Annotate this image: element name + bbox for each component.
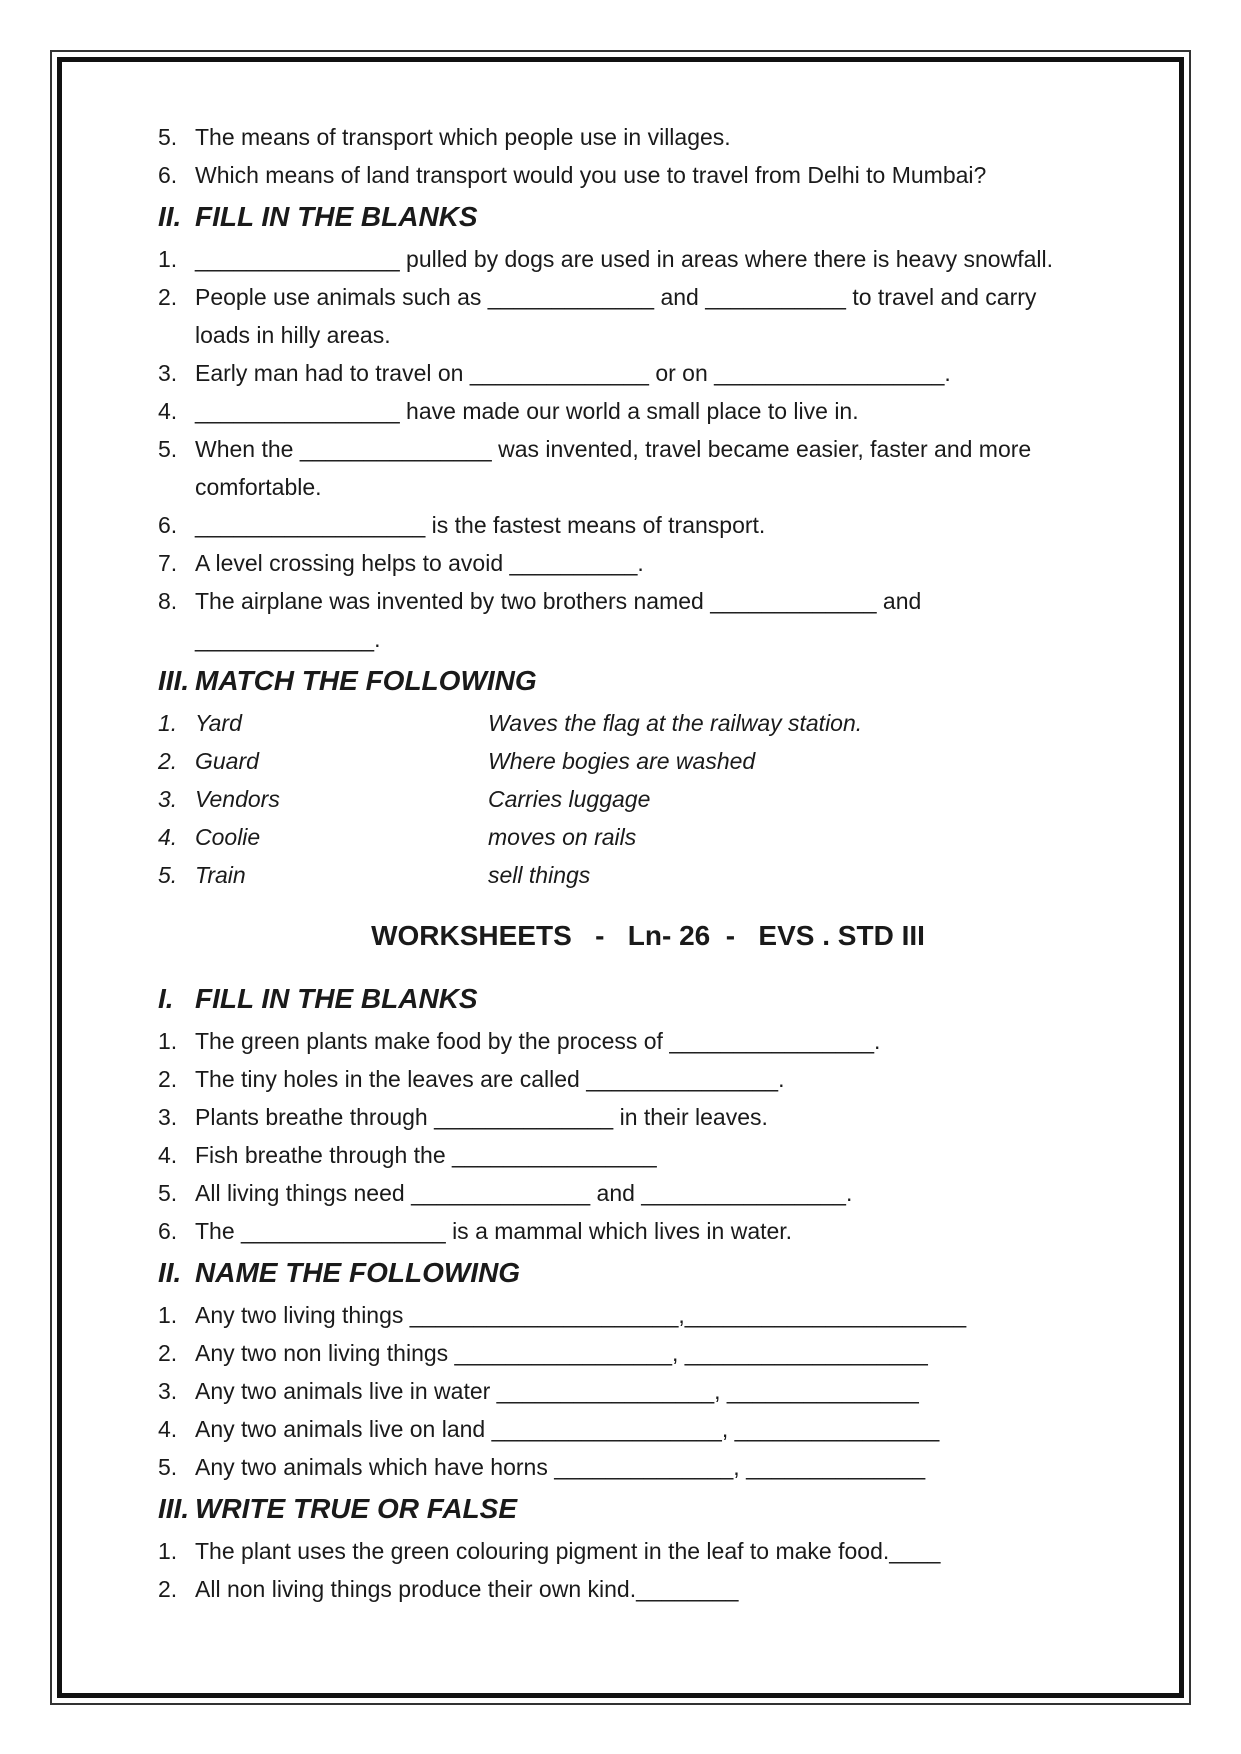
list-item: [158, 1410, 1138, 1448]
item-text: Which means of land transport would you use to travel from Delhi to Mumbai?: [195, 162, 987, 188]
item-text: All non living things produce their own kind.________: [195, 1576, 739, 1602]
item-text: Early man had to travel on ______________ or on __________________.: [195, 360, 951, 386]
question-item: [158, 156, 1138, 194]
item-text: The tiny holes in the leaves are called _______________.: [195, 1066, 785, 1092]
item-text: The means of transport which people use in villages.: [195, 124, 731, 150]
match-right: Where bogies are washed: [488, 748, 756, 774]
fill-blanks-list-1: [158, 240, 1138, 658]
item-text: Fish breathe through the ________________: [195, 1142, 657, 1168]
fill-blanks-list-2: [158, 1022, 1138, 1250]
item-text: The plant uses the green colouring pigment in the leaf to make food.____: [195, 1538, 941, 1564]
item-text: The ________________ is a mammal which lives in water.: [195, 1218, 793, 1244]
list-item: [158, 1532, 1138, 1570]
item-number: 2.: [158, 284, 178, 310]
list-item: [158, 1022, 1138, 1060]
section-number: II.: [158, 201, 182, 232]
item-number: 1.: [158, 246, 178, 272]
list-item-continuation: [158, 316, 1138, 354]
item-number: 6.: [158, 162, 178, 188]
item-text: Any two animals which have horns ______________, ______________: [195, 1454, 926, 1480]
item-number: 6.: [158, 512, 178, 538]
item-text: Plants breathe through ______________ in their leaves.: [195, 1104, 768, 1130]
item-text: Any two animals live on land __________________, ________________: [195, 1416, 940, 1442]
list-item: [158, 354, 1138, 392]
item-number: 5.: [158, 124, 178, 150]
match-right: moves on rails: [488, 824, 637, 850]
true-false-list: [158, 1532, 1138, 1608]
item-number: 7.: [158, 550, 178, 576]
match-item: [158, 742, 1138, 780]
list-item: [158, 240, 1138, 278]
item-text: Any two non living things _________________, ___________________: [195, 1340, 928, 1366]
item-text: People use animals such as _____________ and ___________ to travel and carry: [195, 284, 1037, 310]
list-item: [158, 1136, 1138, 1174]
item-number: 5.: [158, 862, 178, 888]
worksheet-title: WORKSHEETS - Ln- 26 - EVS . STD III: [371, 920, 925, 951]
match-left: Coolie: [195, 824, 261, 850]
question-item: [158, 118, 1138, 156]
match-list: [158, 704, 1138, 894]
match-item: [158, 704, 1138, 742]
item-text: The green plants make food by the process of ________________.: [195, 1028, 881, 1054]
item-text: All living things need ______________ and ________________.: [195, 1180, 853, 1206]
item-text: When the _______________ was invented, travel became easier, faster and more: [195, 436, 1032, 462]
item-text: A level crossing helps to avoid __________.: [195, 550, 644, 576]
list-item-continuation: [158, 468, 1138, 506]
section-number: II.: [158, 1257, 182, 1288]
section-title: FILL IN THE BLANKS: [195, 983, 478, 1014]
match-item: [158, 856, 1138, 894]
list-item: [158, 1296, 1138, 1334]
item-number: 5.: [158, 1454, 178, 1480]
item-number: 1.: [158, 1302, 178, 1328]
item-number: 6.: [158, 1218, 178, 1244]
section-heading-name-following: [158, 1250, 1138, 1296]
question-list-part1: [158, 118, 1138, 194]
item-text: Any two living things _____________________,______________________: [195, 1302, 967, 1328]
match-item: [158, 818, 1138, 856]
item-number: 1.: [158, 710, 178, 736]
section-number: I.: [158, 983, 174, 1014]
item-number: 3.: [158, 1378, 178, 1404]
item-number: 3.: [158, 360, 178, 386]
match-left: Guard: [195, 748, 259, 774]
item-number: 1.: [158, 1538, 178, 1564]
item-text: comfortable.: [195, 474, 322, 500]
match-item: [158, 780, 1138, 818]
list-item: [158, 582, 1138, 620]
list-item: [158, 1060, 1138, 1098]
item-text: __________________ is the fastest means of transport.: [195, 512, 766, 538]
match-left: Train: [195, 862, 246, 888]
list-item: [158, 544, 1138, 582]
name-following-list: [158, 1296, 1138, 1486]
list-item: [158, 506, 1138, 544]
list-item: [158, 1174, 1138, 1212]
match-right: sell things: [488, 862, 591, 888]
section-heading-true-false: [158, 1486, 1138, 1532]
item-number: 3.: [158, 1104, 178, 1130]
item-number: 2.: [158, 748, 178, 774]
item-text: The airplane was invented by two brothers named _____________ and: [195, 588, 922, 614]
item-number: 4.: [158, 1142, 178, 1168]
list-item-continuation: [158, 620, 1138, 658]
section-heading-fill-blanks-1: [158, 194, 1138, 240]
section-heading-match: [158, 658, 1138, 704]
list-item: [158, 392, 1138, 430]
item-number: 2.: [158, 1576, 178, 1602]
item-text: ______________.: [195, 626, 381, 652]
list-item: [158, 430, 1138, 468]
section-number: III.: [158, 665, 190, 696]
item-number: 2.: [158, 1340, 178, 1366]
item-number: 1.: [158, 1028, 178, 1054]
worksheet-content: [158, 118, 1138, 1608]
section-heading-fill-blanks-2: [158, 976, 1138, 1022]
match-left: Yard: [195, 710, 242, 736]
list-item: [158, 1212, 1138, 1250]
match-right: Waves the flag at the railway station.: [488, 710, 863, 736]
section-title: NAME THE FOLLOWING: [195, 1257, 521, 1288]
item-text: ________________ pulled by dogs are used in areas where there is heavy snowfall.: [195, 246, 1053, 272]
item-number: 4.: [158, 824, 178, 850]
section-title: WRITE TRUE OR FALSE: [195, 1493, 517, 1524]
item-text: Any two animals live in water _________________, _______________: [195, 1378, 919, 1404]
item-number: 3.: [158, 786, 178, 812]
item-number: 4.: [158, 1416, 178, 1442]
match-right: Carries luggage: [488, 786, 651, 812]
section-title: MATCH THE FOLLOWING: [195, 665, 537, 696]
item-number: 5.: [158, 436, 178, 462]
item-number: 8.: [158, 588, 178, 614]
list-item: [158, 1448, 1138, 1486]
section-number: III.: [158, 1493, 190, 1524]
section-title: FILL IN THE BLANKS: [195, 201, 478, 232]
list-item: [158, 1372, 1138, 1410]
item-number: 4.: [158, 398, 178, 424]
list-item: [158, 1098, 1138, 1136]
item-number: 2.: [158, 1066, 178, 1092]
list-item: [158, 1570, 1138, 1608]
item-text: ________________ have made our world a small place to live in.: [195, 398, 859, 424]
item-number: 5.: [158, 1180, 178, 1206]
list-item: [158, 1334, 1138, 1372]
item-text: loads in hilly areas.: [195, 322, 391, 348]
match-left: Vendors: [195, 786, 280, 812]
list-item: [158, 278, 1138, 316]
